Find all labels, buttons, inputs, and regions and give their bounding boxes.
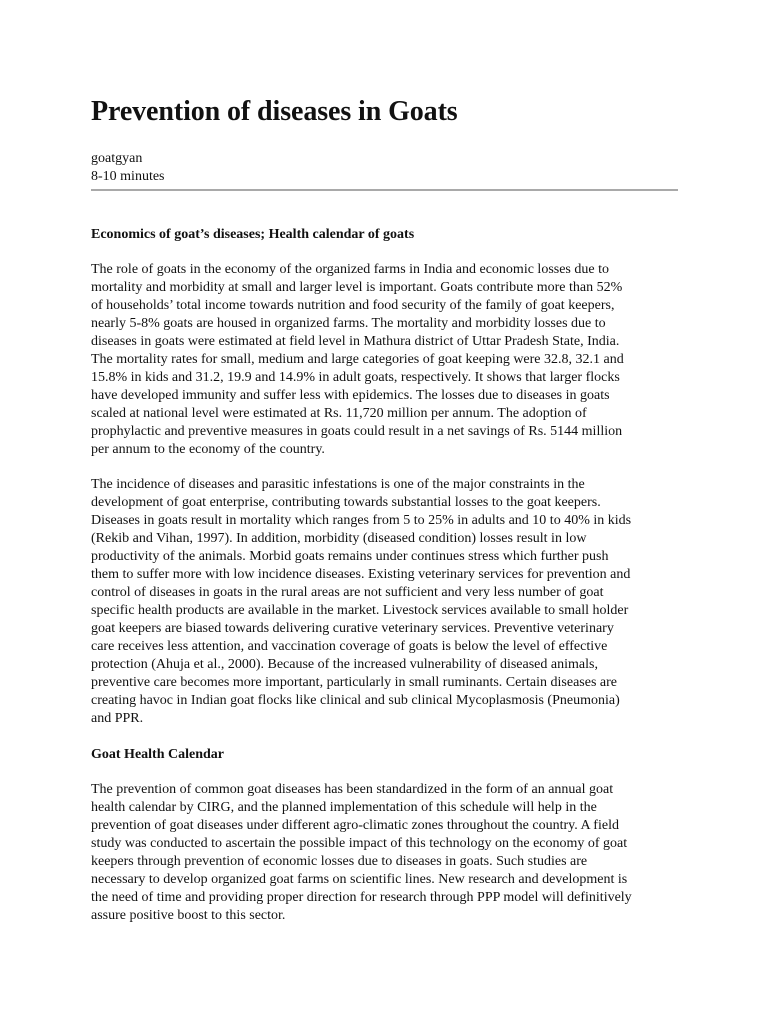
health-calendar-heading: Goat Health Calendar — [91, 747, 224, 762]
paragraph-economics: The role of goats in the economy of the organized farms in India and economic losses due to mortality and morbidity at small and larger level is important. Goats contribute more than 52% of households’ total income towards nutrition and food security of the family of goat keepers, nearly 5-8% goats are housed in organized farms. The mortality and morbidity losses due to diseases in goats were estimated at field level in Mathura district of Uttar Pradesh State, India. The mortality rates for small, medium and large categories of goat keeping were 32.8, 32.1 and 15.8% in kids and 31.2, 19.9 and 14.9% in adult goats, respectively. It shows that larger flocks have developed immunity and suffer less with epidemics. The losses due to diseases in goats scaled at national level were estimated at Rs. 11,720 million per annum. The adoption of prophylactic and preventive measures in goats could result in a net savings of Rs. 5144 million per annum to the economy of the country. — [91, 262, 624, 457]
paragraph-incidence: The incidence of diseases and parasitic infestations is one of the major constraints in the development of goat enterprise, contributing towards substantial losses to the goat keepers. Diseases in goats result in mortality which ranges from 5 to 25% in adults and 10 to 40% in kids (Rekib and Vihan, 1997). In addition, morbidity (diseased condition) losses result in low productivity of the animals. Morbid goats remains under continues stress which further push them to suffer more with low incidence diseases. Existing veterinary services for prevention and control of diseases in goats in the rural areas are not sufficient and very less number of goat specific health products are available in the market. Livestock services available to small holder goat keepers are biased towards delivering curative veterinary services. Preventive veterinary care receives less attention, and vaccination coverage of goats is below the level of effective protection (Ahuja et al., 2000). Because of the increased vulnerability of diseased animals, preventive care becomes more important, particularly in small ruminants. Certain diseases are creating havoc in Indian goat flocks like clinical and sub clinical Mycoplasmosis (Pneumonia) and PPR. — [91, 477, 632, 726]
article-title: Prevention of diseases in Goats — [91, 96, 458, 127]
article-read-time: 8-10 minutes — [91, 169, 165, 184]
article-meta — [91, 150, 678, 186]
header-divider — [91, 189, 678, 191]
section-heading: Economics of goat’s diseases; Health calendar of goats — [91, 227, 415, 242]
paragraph-health-calendar: The prevention of common goat diseases has been standardized in the form of an annual goat health calendar by CIRG, and the planned implementation of this schedule will help in the prevention of goat diseases under different agro-climatic zones throughout the country. A field study was conducted to ascertain the possible impact of this technology on the economy of goat keepers through prevention of economic losses due to diseases in goats. Such studies are necessary to develop organized goat farms on scientific lines. New research and development is the need of time and providing proper direction for research through PPP model will definitively assure positive boost to this sector. — [91, 782, 632, 923]
article-source: goatgyan — [91, 151, 143, 166]
